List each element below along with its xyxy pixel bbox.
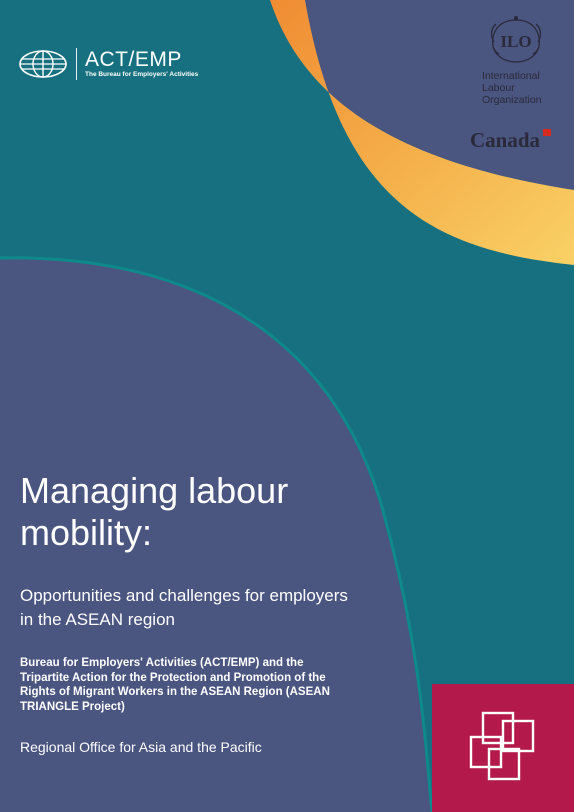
ilo-name-line2: Labour: [482, 82, 515, 94]
ilo-emblem-text: ILO: [500, 32, 532, 51]
cover-title: Managing labour mobility:: [20, 470, 289, 553]
canada-wordmark: [470, 128, 540, 153]
actemp-tagline: The Bureau for Employers' Activities: [85, 71, 199, 78]
actemp-logo: [18, 48, 198, 80]
ilo-name-line3: Organization: [482, 94, 542, 106]
cover-bureau-text: Bureau for Employers' Activities (ACT/EMP) and the Tripartite Action for the Protection and Promotion of the Rights of Migrant Workers in the ASEAN Region (ASEAN TRIANGLE Project): [20, 657, 330, 713]
cover-office-text: Regional Office for Asia and the Pacific: [20, 739, 262, 755]
actemp-name: ACT/EMP: [85, 48, 182, 71]
ilo-logo: [482, 14, 552, 106]
globe-icon: [18, 49, 68, 79]
asean-triangle-logo: [432, 684, 574, 812]
cover-subtitle: Opportunities and challenges for employers in the ASEAN region: [20, 586, 348, 629]
ilo-emblem-icon: [485, 14, 547, 66]
logo-divider: [76, 48, 77, 80]
overlapping-squares-icon: [469, 711, 537, 783]
canada-text: Canada: [470, 128, 541, 152]
ilo-name-line1: International: [482, 70, 540, 82]
flag-icon: [543, 129, 551, 136]
